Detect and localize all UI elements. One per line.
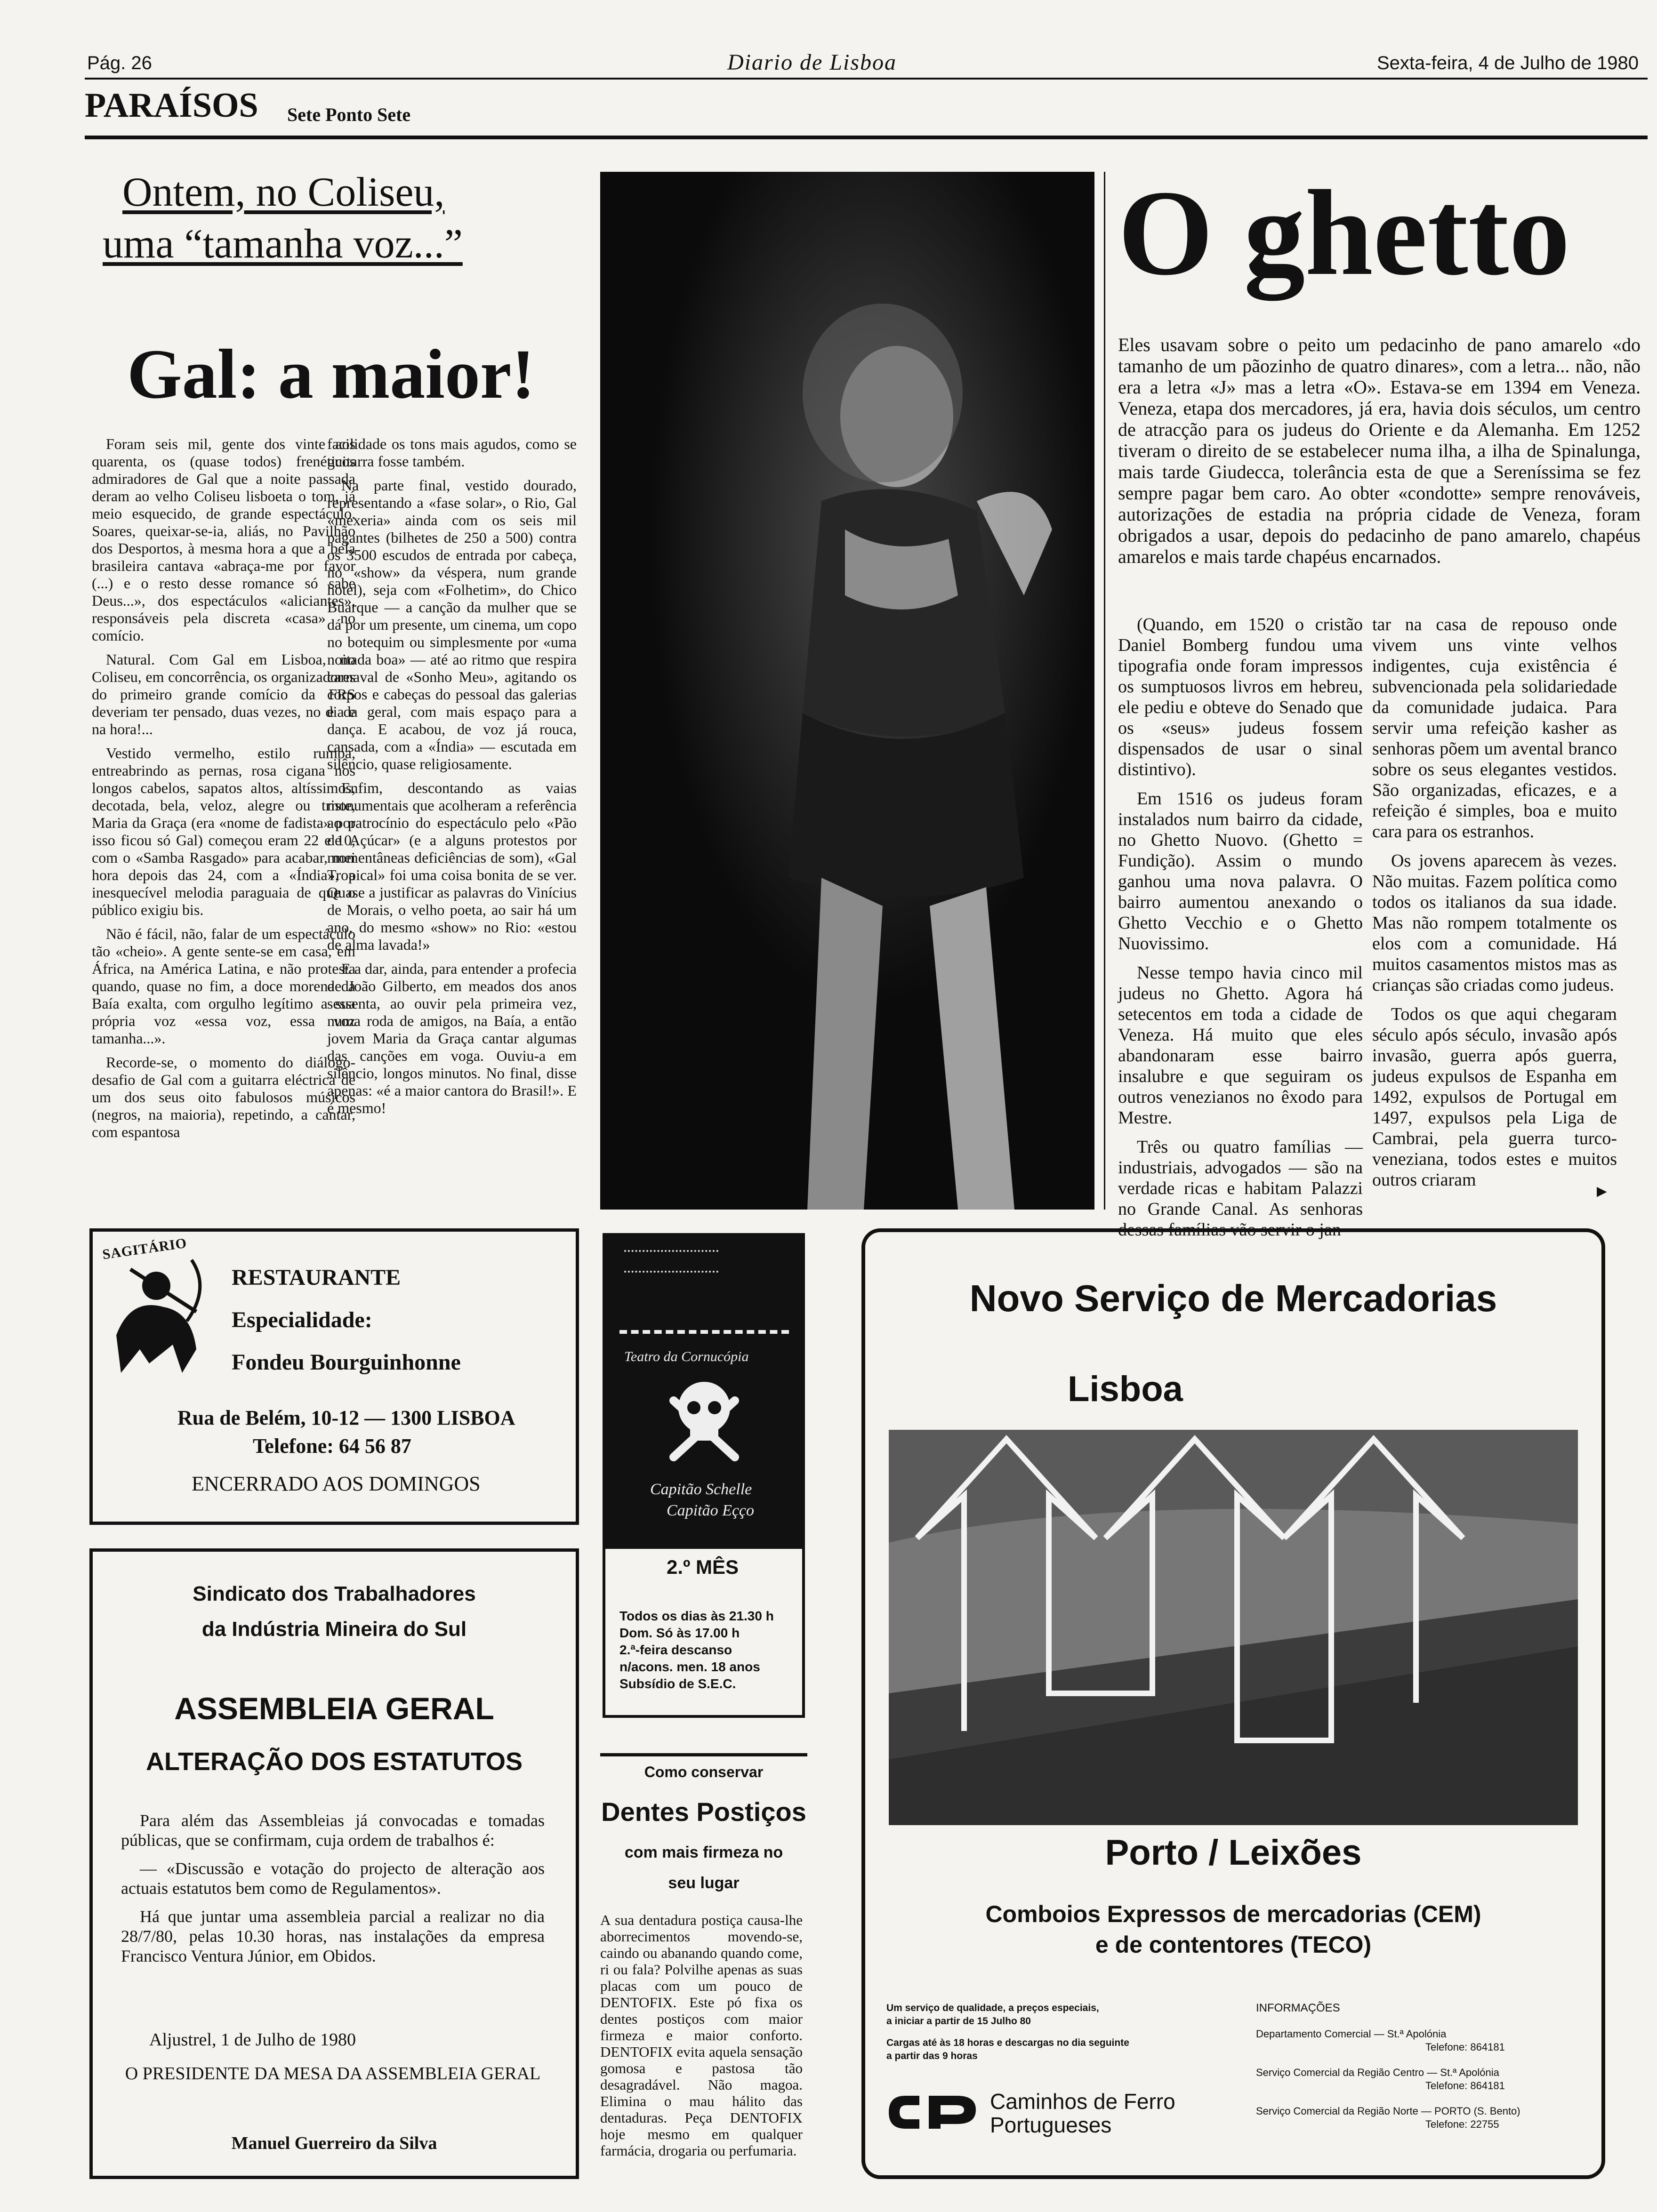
theatre-name: Teatro da Cornucópia [624,1349,749,1364]
gal-headline: Gal: a maior! [127,335,535,413]
restaurant-title: RESTAURANTE [232,1265,401,1290]
theatre-ad [603,1233,805,1718]
gal-column-1 [92,435,355,1147]
theatre-poster [605,1236,802,1549]
dentures-ad [600,1753,807,2180]
union-name-line2: da Indústria Mineira do Sul [201,1618,467,1641]
dentures-subtitle-1: com mais firmeza no [624,1843,783,1861]
assembly-body [121,1811,545,1966]
restaurant-specialty: Fondeu Bourguinhonne [232,1350,461,1375]
dentures-body: A sua dentadura postiça causa-lhe aborrecimentos movendo-se, caindo ou abanando quando come, ri ou fala? Polvilhe apenas as suas placas com um pouco de DENTOFIX. Este pó fixa os dentes postiços com maior firmeza e maior conforto. DENTOFIX evita aquela sensação gomosa e pastosa tão desagradável. Não magoa. Elimina o mau hálito das dentaduras. Peça DENTOFIX hoje mesmo em qualquer farmácia, drogaria ou perfumaria. [600,1912,803,2159]
schedule-line: Todos os dias às 21.30 h [619,1609,774,1623]
skull-crossbones-icon [664,1372,744,1469]
assembly-signatory: Manuel Guerreiro da Silva [231,2133,437,2153]
rail-note: Um serviço de qualidade, a preços especiais, [886,2003,1099,2013]
gal-paragraph: Não é fácil, não, falar de um espectáculo tão «cheio». A gente sente-se em casa, em África, na América Latina, e não protesta quando, quase no fim, a doce morena da Baía exalta, com orgulho legítimo a sua própria voz «essa voz, essa voz tamanha...». [92,925,355,1047]
assembly-paragraph: — «Discussão e votação do projecto de alteração aos actuais estatutos bem como de Regulamentos». [121,1859,545,1898]
schedule-line: Subsídio de S.E.C. [619,1676,736,1691]
rail-info-dept: Departamento Comercial — St.ª Apolónia [1256,2028,1447,2040]
singer-photo [600,172,1094,1210]
ghetto-column-1 [1118,614,1363,1249]
play-title-line2: Capitão Eçço [667,1502,755,1519]
rail-service-line1: Comboios Expressos de mercadorias (CEM) [985,1901,1481,1927]
rail-city-destination: Porto / Leixões [1105,1833,1362,1873]
theatre-schedule [619,1608,774,1692]
gal-paragraph: E a dar, ainda, para entender a profecia de João Gilberto, em meados dos anos sessenta, ao ouvir pela primeira vez, numa roda de amigos, na Baía, a então jovem Maria da Graça cantar algumas das canções em voga. Ouviu-a em silêncio, longos minutos. No final, disse apenas: «é a maior cantora do Brasil!». E é mesmo! [327,960,577,1116]
restaurant-address: Rua de Belém, 10-12 — 1300 LISBOA [177,1406,515,1429]
page-number: Pág. 26 [87,53,152,73]
rail-brand-line1: Caminhos de Ferro [990,2089,1175,2114]
schedule-line: Dom. Só às 17.00 h [619,1626,740,1640]
section-subtitle: Sete Ponto Sete [287,104,411,125]
ghetto-paragraph: tar na casa de repouso onde vivem uns vinte velhos indigentes, cuja existência é subvencionada pela solidariedade da comunidade judaica. Para servir uma refeição kasher as senhoras põem um avental branco sobre os seus elegantes vestidos. São organizadas, eficazes, e a refeição é simples, boa e muito cara para os estranhos. [1372,615,1617,842]
rail-info-dept: Serviço Comercial da Região Norte — PORTO (S. Bento) [1256,2105,1520,2117]
restaurant-phone: Telefone: 64 56 87 [253,1435,411,1458]
poster-figures [619,1292,789,1334]
gal-paragraph: Na parte final, vestido dourado, representando a «fase solar», o Rio, Gal «mexeria» ainda com os seis mil pagantes (bilhetes de 250 a 500) contra os 3500 escudos de entrada por cabeça, no «show» da véspera, num grande hotel), seja com «Folhetim», do Chico Buarque — a canção da mulher que se dá por um presente, um cinema, um copo no botequim ou simplesmente por «uma noitada boa» — até ao ritmo que respira carnaval de «Sonho Meu», agitando os corpos e cabeças do pessoal das galerias e da geral, com mais espaço para a dança. E acabou, de voz já rouca, cansada, com a «Índia» — escutada em silêncio, quase religiosamente. [327,477,577,772]
ghetto-headline: O ghetto [1118,165,1570,301]
cp-logo-icon [886,2091,981,2136]
rail-service-line2: e de contentores (TECO) [1095,1931,1372,1958]
restaurant-ad [89,1228,579,1525]
gal-paragraph: Enfim, descontando as vaias monumentais que acolheram a referência ao patrocínio do espectáculo pelo «Pão de Açúcar» (e a alguns protestos por momentâneas deficiências de som), «Gal Tropical» foi uma coisa bonita de se ver. Quase a justificar as palavras do Vinícius de Morais, o velho poeta, ao sair há um ano, do mesmo «show» no Rio: «estou de alma lavada!» [327,779,577,953]
ghetto-paragraph: Todos os que aqui chegaram século após século, invasão após invasão, guerra após guerra, judeus expulsos de Espanha em 1492, expulsos de Portugal em 1497, expulsos pela Liga de Cambrai, pela guerra turco-veneziana, todos estes e muitos outros criaram [1372,1004,1617,1190]
dentures-title: Dentes Postiços [601,1797,806,1827]
newspaper-name: Diario de Lisboa [727,50,897,75]
gal-column-2-text [327,435,577,1123]
gal-paragraph: facilidade os tons mais agudos, como se guitarra fosse também. [327,435,577,470]
ghetto-column-2 [1372,614,1617,1199]
rail-note: a iniciar a partir de 15 Julho 80 [886,2016,1031,2027]
assembly-subtitle: ALTERAÇÃO DOS ESTATUTOS [145,1747,523,1776]
restaurant-closed: ENCERRADO AOS DOMINGOS [192,1472,481,1495]
theatre-run: 2.º MÊS [667,1556,739,1578]
ghetto-paragraph: Os jovens aparecem às vezes. Não muitas. Fazem política como todos os italianos da sua idade. Mas não rompem totalmente os elos com a comunidade. Há muitos casamentos mistos mas as crianças são criadas como judeus. [1372,851,1617,995]
assembly-signatory-title: O PRESIDENTE DA MESA DA ASSEMBLEIA GERAL [125,2064,541,2084]
assembly-place-date: Aljustrel, 1 de Julho de 1980 [149,2030,356,2050]
assembly-paragraph: Para além das Assembleias já convocadas e tomadas públicas, que se confirmam, cuja ordem de trabalhos é: [121,1811,545,1850]
ghetto-paragraph: Em 1516 os judeus foram instalados num bairro da cidade, no Ghetto Nuovo. (Ghetto = Fundição). Assim o mundo ganhou uma nova palavra. O bairro aumentou anexando o Ghetto Vecchio e o Ghetto Nuovissimo. [1118,789,1363,954]
masthead-rule [85,78,1648,80]
gal-paragraph: Vestido vermelho, estilo rumba, entreabrindo as pernas, rosa cigana nos longos cabelos, sapatos altos, altíssimos, decotada, bela, veloz, alegre ou triste, Maria da Graça (era «nome de fadista» por isso ficou só Gal) começou eram 22 e 10, com o «Samba Rasgado» para acabar, mei hora depois das 24, com a «Índia», a inesquecível melodia paraguaia de que o público exigiu bis. [92,745,355,918]
rail-info-tel: Telefone: 864181 [1425,2080,1505,2092]
rail-info-tel: Telefone: 22755 [1425,2118,1499,2130]
section-title: PARAÍSOS [85,86,258,125]
photo-figure [600,172,1094,1210]
freight-train-illustration [889,1430,1578,1825]
rail-notes [886,2002,1129,2063]
assembly-title: ASSEMBLEIA GERAL [174,1691,494,1726]
play-title-line1: Capitão Schelle [650,1481,752,1498]
ghetto-paragraph: (Quando, em 1520 o cristão Daniel Bomberg fundou uma tipografia onde foram impressos os sumptuosos livros em hebreu, ele pediu e obteve do Senado que os «seus» judeus fossem dispensados de usar o sinal distintivo). [1118,615,1363,779]
union-assembly-ad [89,1548,579,2179]
dentures-subtitle-2: seu lugar [668,1874,740,1892]
ghetto-column-rule [1104,172,1105,1210]
sagittarius-logo [101,1235,210,1382]
poster-fine-print [624,1250,718,1273]
gal-kicker-line2: uma “tamanha voz...” [103,221,463,267]
gal-paragraph: Natural. Com Gal em Lisboa, no Coliseu, em concorrência, os organizadores do primeiro grande comício da FRS deveriam ter pensado, duas vezes, no dia e na hora!... [92,651,355,737]
rail-note: Cargas até às 18 horas e descargas no dia seguinte [886,2037,1129,2048]
dentures-kicker: Como conservar [644,1763,764,1780]
ghetto-lead: Eles usavam sobre o peito um pedacinho de pano amarelo «do tamanho de um pãozinho de quatro dinares», com a letra... não, não era a letra «J» mas a letra «O». Estava-se em 1394 em Veneza. Veneza, etapa dos mercadores, já era, havia dois séculos, um centro de atracção para os judeus do Oriente e da Alemanha. Em 1252 tiveram o direito de se estabelecer numa ilha, a ilha de Spinalunga, mais tarde Giudecca, tolerância esta de que a Sereníssima se fez sempre pagar bem caro. Ao obter «condotte» sempre renováveis, autorizações de estadia na própria cidade de Veneza, foram obrigados a usar, depois do pedacinho de pano amarelo, chapéus amarelos e mais tarde chapéus encarnados. [1118,334,1641,567]
restaurant-specialty-label: Especialidade: [232,1307,372,1332]
rail-note: a partir das 9 horas [886,2051,978,2061]
assembly-paragraph: Há que juntar uma assembleia parcial a realizar no dia 28/7/80, pelas 10.30 horas, nas instalações da empresa Francisco Ventura Júnior, em Obidos. [121,1907,545,1965]
rail-freight-ad [861,1228,1605,2179]
rail-info-list [1256,2028,1585,2131]
continue-arrow-icon: ► [1593,1182,1610,1201]
schedule-line: n/acons. men. 18 anos [619,1659,760,1674]
rail-photo [889,1430,1578,1825]
rail-brand-line2: Portugueses [990,2113,1112,2137]
restaurant-logo-text: SAGITÁRIO [101,1235,188,1263]
rail-info-tel: Telefone: 864181 [1425,2041,1505,2053]
union-name-line1: Sindicato dos Trabalhadores [193,1582,476,1605]
ghetto-paragraph: Três ou quatro famílias — industriais, advogados — são na verdade ricas e habitam Palazzi no Grande Canal. As senhoras dessas famílias vão servir o jan- [1118,1137,1363,1240]
rail-city-origin: Lisboa [1068,1369,1183,1409]
rail-info-dept: Serviço Comercial da Região Centro — St.ª Apolónia [1256,2067,1499,2078]
archer-icon [102,1241,210,1382]
ghetto-paragraph: Nesse tempo havia cinco mil judeus no Ghetto. Agora há setecentos em toda a cidade de Veneza. Há muito que eles abandonaram esse bairro insalubre e que seguiram os outros venezianos no êxodo para Mestre. [1118,963,1363,1128]
gal-paragraph: Recorde-se, o momento do diálogo-desafio de Gal com a guitarra eléctrica de um dos seus oito fabulosos músicos (negros, na maioria), repetindo, a cantar, com espantosa [92,1054,355,1140]
section-rule [85,136,1648,139]
gal-kicker-line1: Ontem, no Coliseu, [122,169,445,215]
rail-ad-title: Novo Serviço de Mercadorias [969,1277,1497,1319]
schedule-line: 2.ª-feira descanso [619,1643,732,1657]
gal-paragraph: Foram seis mil, gente dos vinte aos quarenta, os (quase todos) frenéticos admiradores de Gal que a noite passada deram ao velho Coliseu lisboeta o tom, já meio esquecido, de grande espectáculo. Soares, queixar-se-ia, aliás, no Pavilhão dos Desportos, à mesma hora a que a bela brasileira cantava «abraça-me por favor (...) e o resto desse romance só sabe Deus...», dos espectáculos «aliciantes», responsáveis pela discreta «casa» no comício. [92,435,355,644]
issue-date: Sexta-feira, 4 de Julho de 1980 [1377,53,1639,73]
rail-info-title: INFORMAÇÕES [1256,2002,1340,2014]
